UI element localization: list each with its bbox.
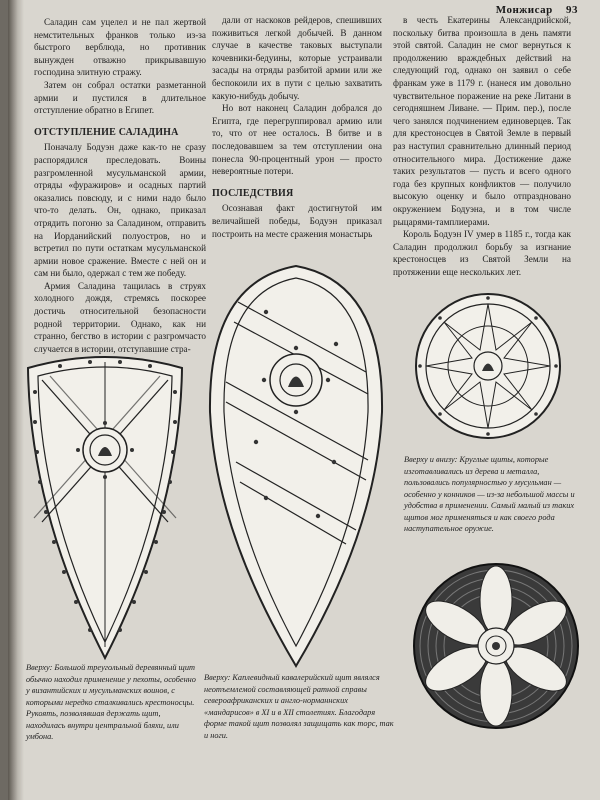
paragraph: Осознавая факт достигнутой им величайшей победы, Бодуэн приказал построить на месте сражения монастырь <box>212 203 382 239</box>
paragraph: Армия Саладина тащилась в струях холодного дождя, стремясь поскорее достичь относительной безопасности родной территории. Однако, как ни странно, бегство в истории с разгромчасто случается в истории, отступавшие стра- <box>34 280 206 354</box>
round-shield-rosette-illustration <box>410 560 582 732</box>
section-heading-retreat: ОТСТУПЛЕНИЕ САЛАДИНА <box>34 126 179 138</box>
paragraph: Поначалу Бодуэн даже как-то не сразу распорядился преследовать. Воины разгромленной мусульманской армии, отряды «фуражиров» и осадных партий оказались повсюду, и с ними надо было что-то делать. Он, однако, приказал отрядить погоню за Саладином, отправить на Иорданийский полуостров, но и встретил по пути остаткам мусульманской армии новое сражение. Вместе с ней он и сам ни было, одержал с тем же победу. <box>34 142 206 279</box>
caption-triangular-shield: Вверху: Большой треугольный деревянный щит обычно находил применение у пехоты, особенно у византийских и мусульманских воинов, с которыми нередко сталкивались крестоносцы. Рукоять, позволявшая держать щит, находилась внутри центральной бляхи, или умбона. <box>26 663 196 741</box>
text-column-3 <box>393 14 571 278</box>
text-column-1 <box>34 16 206 355</box>
paragraph: Но вот наконец Саладин добрался до Египта, где перегруппировал армию или то, что от нее осталось. В битве и в последовавшем за тем отступлении она понесла 90-процентный урон — просто невероятные потери. <box>212 103 382 177</box>
paragraph: Затем он собрал остатки разметанной армии и пустился в длительное отступление обратно в Египет. <box>34 79 206 116</box>
book-page <box>8 0 600 800</box>
paragraph: в честь Екатерины Александрийской, поскольку битва произошла в день памяти этой святой. Саладин не смог вернуться к продолжению враждебных действий на следующий год, однако он заявил о себе франкам уже в 1179 г. (нанеся им довольно чувствительное поражение на реке Литани в сегодняшнем Ливане. — Прим. пер.), после чего занялся подчинением единоверцев. Так для крестоносцев в Святой Земле в первый раз наступил сравнительно длинный период относительного мира. Достижение даже таких результатов — пусть и всего одного года без крупных конфликтов — получило высокую оценку и было отпраздновано окружением Бодуэна, и в том числе рыцарями-тамплиерами. <box>393 15 571 227</box>
paragraph: дали от наскоков рейдеров, спешивших поживиться легкой добычей. В данном случае в качестве таковых выступали кочевники-бедуины, которые устраивали засады на отряды разбитой армии или же беспокоили их в пути с целью захватить какую-нибудь добычу. <box>212 15 382 101</box>
page-number: 93 <box>566 4 578 16</box>
running-head-title: Монжисар <box>495 4 553 16</box>
caption-kite-shield: Вверху: Каплевидный кавалерийский щит являлся неотъемлемой составляющей ратной справы североафриканских и англо-норманнских «мандарисов» в XI и в XII столетиях. Благодаря форме такой щит позволял защищать как торс, так и ноги. <box>204 673 394 740</box>
kite-shield-illustration <box>206 262 386 670</box>
paragraph: Король Бодуэн IV умер в 1185 г., тогда как Саладин продолжил борьбу за изгнание крестоносцев из Святой Земли на протяжении еще нескольких лет. <box>393 229 571 277</box>
text-column-2 <box>212 14 382 240</box>
caption-round-shields: Вверху и внизу: Круглые щиты, которые изготавливались из дерева и металла, пользовались популярностью у мусульман — особенно у конников — из-за небольшой массы и удобства в применении. Самый малый из таких щитов мог применяться и как своего рода наступательное оружие. <box>404 455 575 533</box>
section-heading-aftermath: ПОСЛЕДСТВИЯ <box>212 187 294 199</box>
round-shield-star-illustration <box>412 290 564 442</box>
triangular-shield-illustration <box>20 352 190 664</box>
paragraph: Саладин сам уцелел и не пал жертвой немстительных франков только из-за быстрого верблюда, но противник вынужден отважно прикрывавшую господина элитную стражу. <box>34 17 206 78</box>
